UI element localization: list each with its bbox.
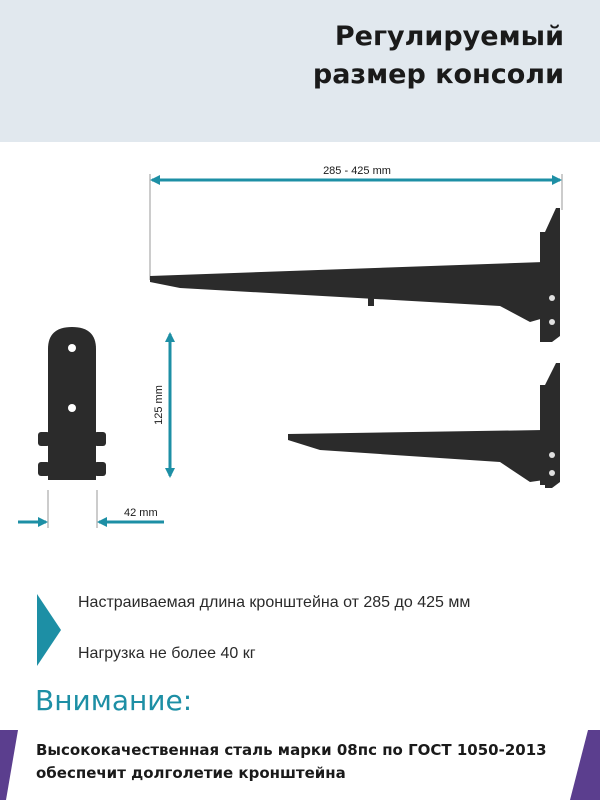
upper-arm-pin (368, 284, 374, 306)
height-dimension (153, 334, 170, 476)
lower-bolt-icon-2 (549, 470, 555, 476)
notice-text (36, 739, 556, 785)
lower-arm-body (288, 430, 544, 482)
plate-nut-left-bottom (38, 462, 50, 476)
plate-nut-right-top (94, 432, 106, 446)
width-dimension (18, 490, 164, 528)
attention-heading: Внимание: (35, 684, 193, 717)
notice-line-1: Высококачественная сталь марки 08пс по ГОСТ 1050-2013 (36, 741, 547, 759)
title-line-2: размер консоли (312, 59, 564, 90)
length-dimension (150, 165, 562, 280)
upper-arm-body (150, 262, 544, 322)
front-view-plate (38, 327, 106, 480)
lower-bolt-icon (549, 452, 555, 458)
lower-mount-flange (545, 363, 560, 488)
header-banner (0, 0, 600, 142)
feature-adjustable-length: Настраиваемая длина кронштейна от 285 до 425 мм (78, 594, 471, 611)
purple-corner-right (570, 730, 600, 800)
plate-hole-top-icon (68, 344, 76, 352)
plate-nut-right-bottom (94, 462, 106, 476)
purple-corner-left (0, 730, 20, 800)
width-label: 42 mm (124, 507, 158, 519)
upper-bracket-arm (150, 208, 560, 342)
lower-bracket-arm (288, 363, 560, 488)
title-line-1: Регулируемый (334, 21, 564, 52)
notice-line-2: обеспечит долголетие кронштейна (36, 764, 346, 782)
length-label: 285 - 425 mm (323, 165, 391, 177)
height-label: 125 mm (153, 385, 165, 425)
page-title (313, 18, 564, 94)
feature-max-load: Нагрузка не более 40 кг (78, 645, 256, 662)
pointer-arrow-icon (37, 594, 61, 666)
plate-nut-left-top (38, 432, 50, 446)
plate-hole-middle-icon (68, 404, 76, 412)
upper-bolt-icon-2 (549, 319, 555, 325)
bracket-illustration (0, 142, 600, 562)
upper-bolt-icon (549, 295, 555, 301)
